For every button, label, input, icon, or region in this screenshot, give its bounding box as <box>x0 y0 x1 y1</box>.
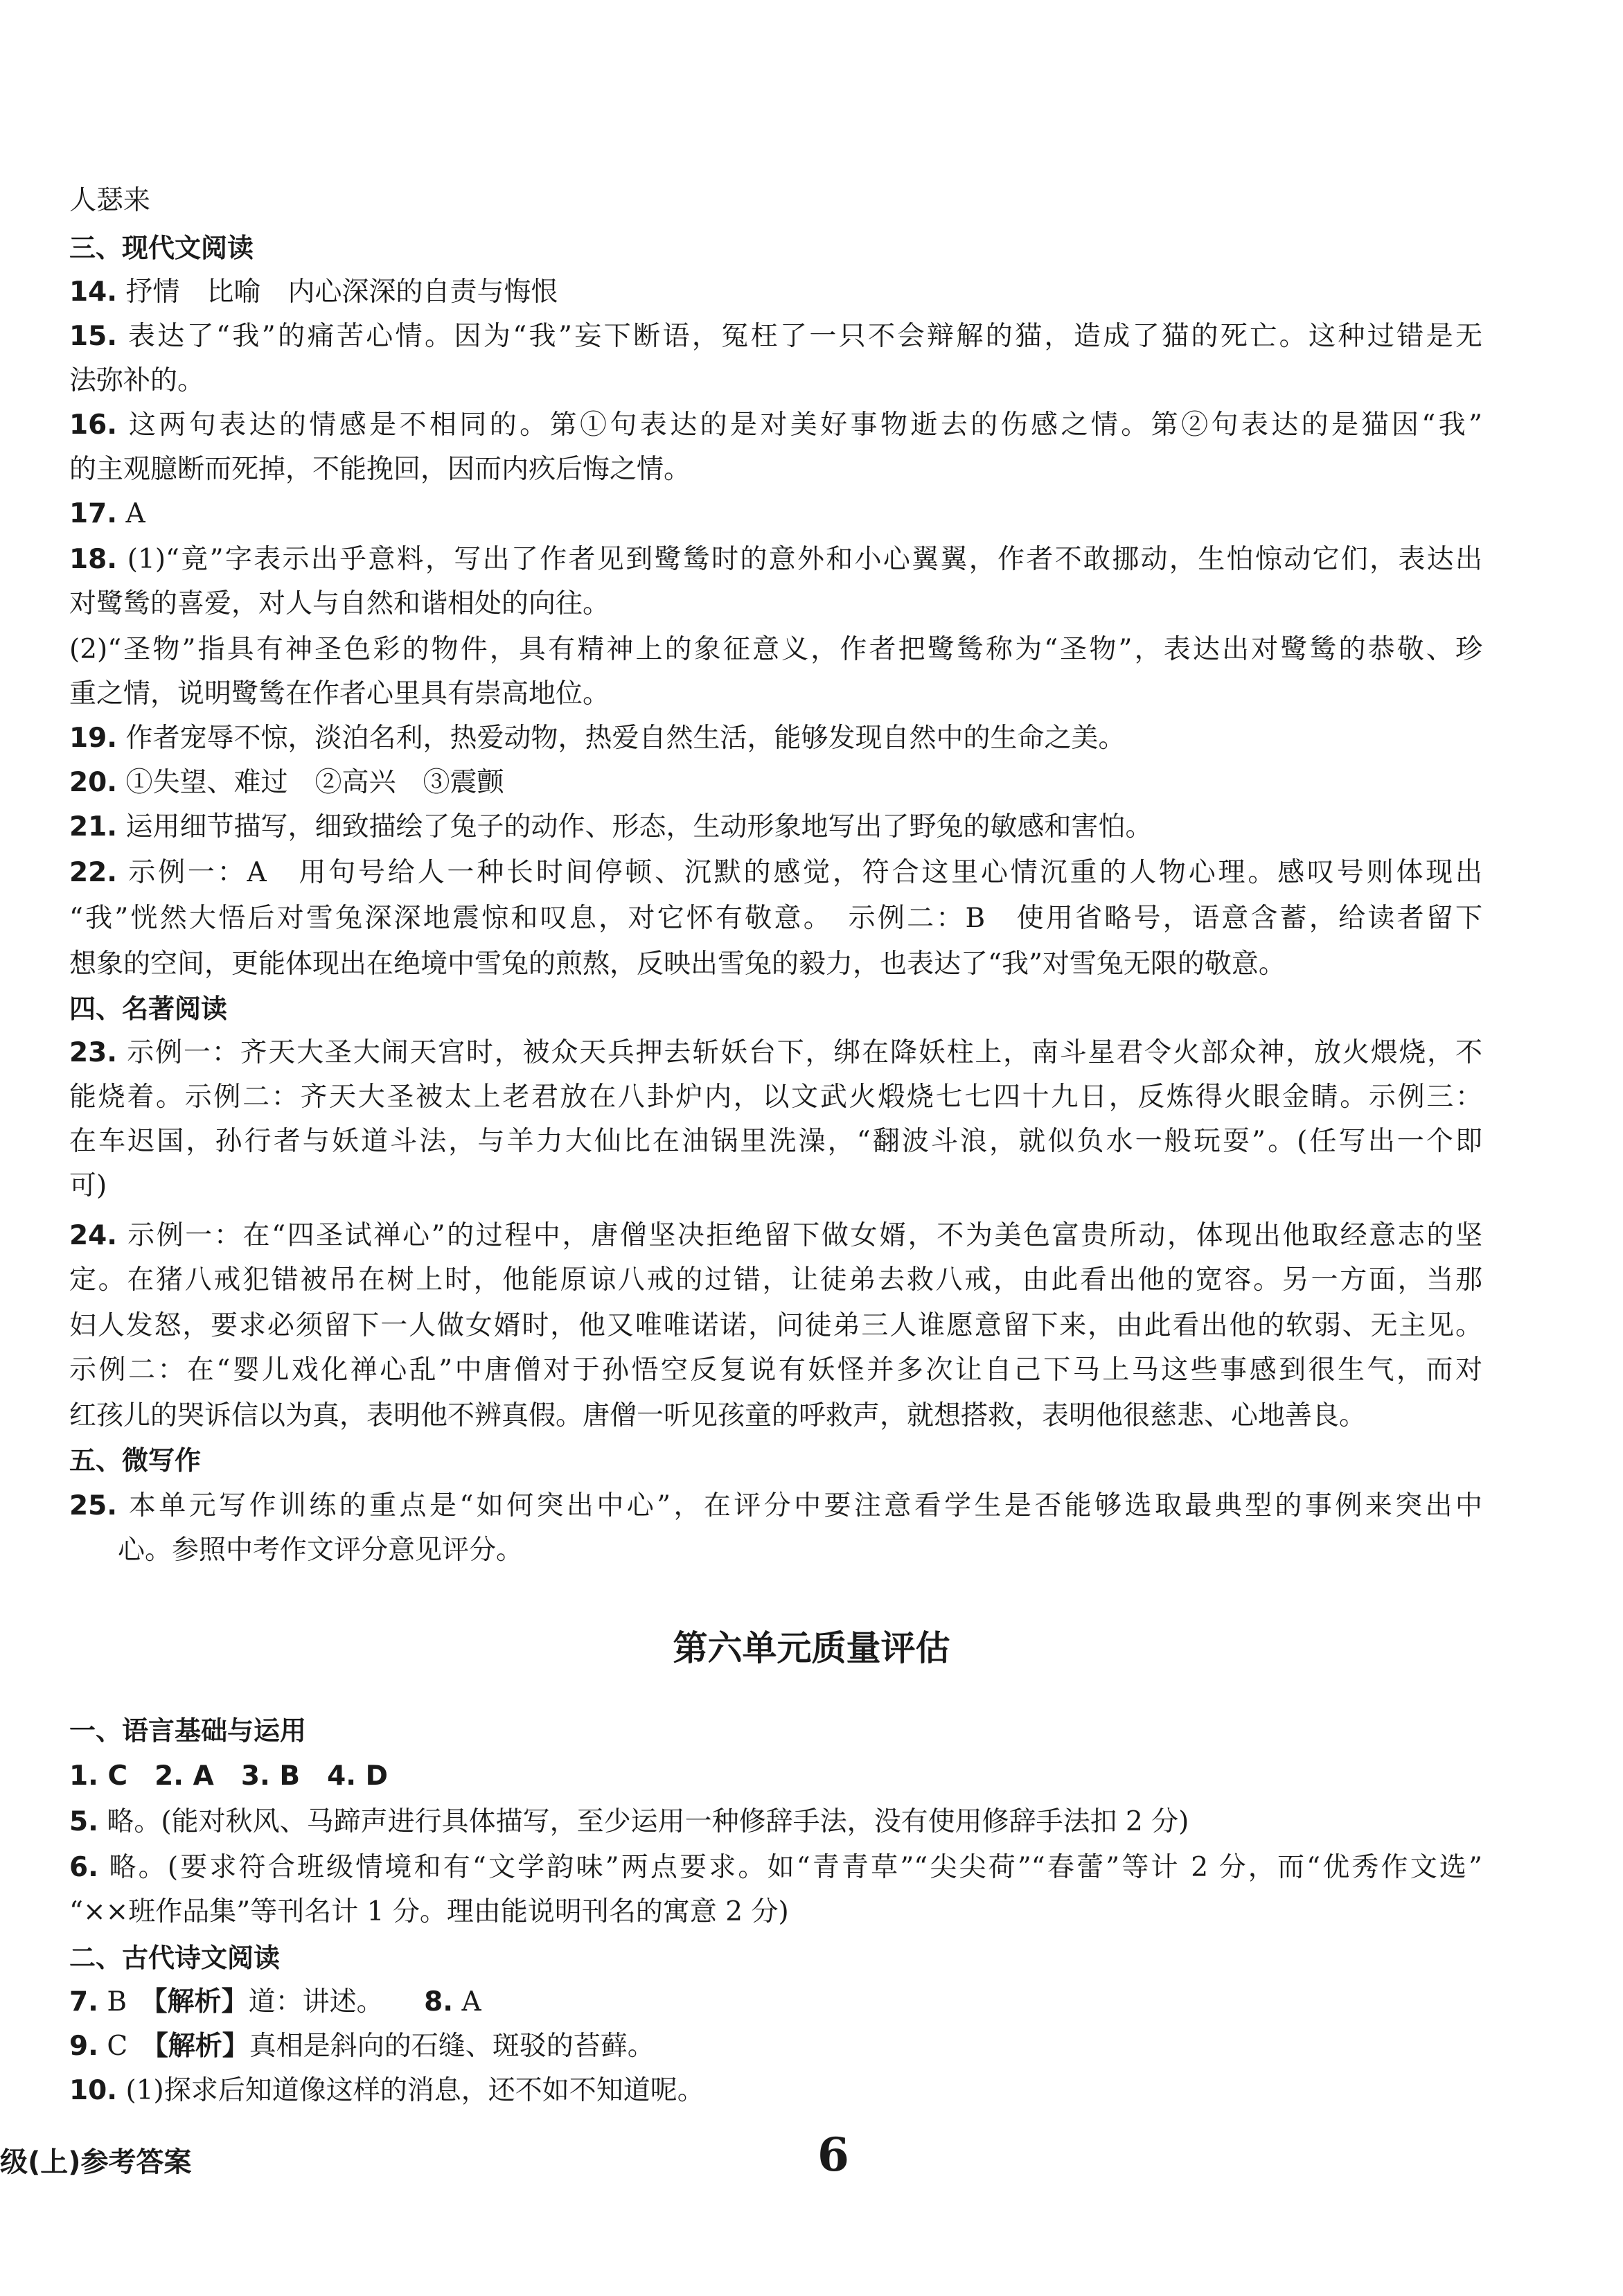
answer-15-cont: 法弥补的。 <box>69 365 205 396</box>
answer-text: 作者宠辱不惊，淡泊名利，热爱动物，热爱自然生活，能够发现自然中的生命之美。 <box>125 723 1126 754</box>
analysis-text: 道：讲述。 <box>248 1986 371 2017</box>
answer-text: A <box>125 498 145 529</box>
answer-23-cont3: 可) <box>69 1170 107 1201</box>
answer-number: 23. <box>69 1037 118 1068</box>
answer-24-cont1: 定。在猪八戒犯错被吊在树上时，他能原谅八戒的过错，让徒弟去救八戒，由此看出他的宽容。另一方面，当那 <box>69 1264 1482 1296</box>
answer-number: 5. <box>69 1806 98 1837</box>
answer-number: 7. <box>69 1986 98 2017</box>
answer-choice: C <box>107 2031 128 2062</box>
top-fragment: 人瑟来 <box>69 185 151 216</box>
answer-number: 17. <box>69 498 118 529</box>
answer-u6-5 <box>69 1803 1482 1842</box>
answer-18-cont: 对鹭鸶的喜爱，对人与自然和谐相处的向往。 <box>69 588 610 619</box>
answer-17 <box>69 495 1482 533</box>
answer-u6-7-8 <box>69 1983 1482 2022</box>
answer-16 <box>69 406 1482 445</box>
answer-19 <box>69 719 1482 758</box>
answer-number: 9. <box>69 2031 98 2062</box>
answer-number: 25. <box>69 1490 118 1521</box>
answer-text: 本单元写作训练的重点是“如何突出中心”，在评分中要注意看学生是否能够选取最典型的事例来突出中 <box>128 1490 1482 1521</box>
answer-22-cont1: “我”恍然大悟后对雪兔深深地震惊和叹息，对它怀有敬意。 示例二：B 使用省略号，语意含蓄，给读者留下 <box>69 903 1482 934</box>
answer-20 <box>69 763 1482 802</box>
answer-25-cont: 心。参照中考作文评分意见评分。 <box>118 1535 524 1566</box>
answer-choice: B <box>107 1986 127 2017</box>
answer-16-cont: 的主观臆断而死掉，不能挽回，因而内疚后悔之情。 <box>69 454 691 485</box>
answer-24-cont3: 示例二：在“婴儿戏化禅心乱”中唐僧对于孙悟空反复说有妖怪并多次让自己下马上马这些事感到很生气，而对 <box>69 1354 1482 1386</box>
answer-number: 24. <box>69 1220 118 1251</box>
answer-text: 抒情 比喻 内心深深的自责与悔恨 <box>125 276 558 308</box>
answer-22 <box>69 854 1482 892</box>
answer-number: 21. <box>69 811 118 842</box>
answer-23-cont1: 能烧着。示例二：齐天大圣被太上老君放在八卦炉内，以文武火煅烧七七四十九日，反炼得火眼金睛。示例三： <box>69 1081 1482 1113</box>
answer-text: 示例一：在“四圣试禅心”的过程中，唐僧坚决拒绝留下做女婿，不为美色富贵所动，体现出他取经意志的坚 <box>127 1220 1482 1251</box>
answer-number: 16. <box>69 409 118 441</box>
answer-number: 22. <box>69 857 118 888</box>
analysis-text: 真相是斜向的石缝、斑驳的苔藓。 <box>249 2031 655 2062</box>
answer-text: 示例一：齐天大圣大闹天宫时，被众天兵押去斩妖台下，绑在降妖柱上，南斗星君令火部众神，放火煨烧，不 <box>127 1037 1482 1068</box>
answer-text: ①失望、难过 ②高兴 ③震颤 <box>125 767 504 798</box>
answer-21 <box>69 808 1482 847</box>
answer-text: 略。(能对秋风、马蹄声进行具体描写，至少运用一种修辞手法，没有使用修辞手法扣 2 分) <box>107 1806 1189 1837</box>
section-modern-reading: 三、现代文阅读 <box>69 233 254 263</box>
answer-number: 14. <box>69 276 118 308</box>
answer-choice: A <box>461 1986 481 2017</box>
answer-u6-6-cont: “××班作品集”等刊名计 1 分。理由能说明刊名的寓意 2 分) <box>69 1896 789 1927</box>
answer-23 <box>69 1034 1482 1072</box>
answer-text: 这两句表达的情感是不相同的。第①句表达的是对美好事物逝去的伤感之情。第②句表达的是猫因“我” <box>128 409 1482 441</box>
answer-14 <box>69 273 1482 312</box>
answer-18 <box>69 540 1482 579</box>
section-ancient-poetry: 二、古代诗文阅读 <box>69 1943 281 1973</box>
answer-text: 运用细节描写，细致描绘了兔子的动作、形态，生动形象地写出了野兔的敏感和害怕。 <box>125 811 1153 842</box>
answer-18-part2: (2)“圣物”指具有神圣色彩的物件，具有精神上的象征意义，作者把鹭鸶称为“圣物”，表达出对鹭鸶的恭敬、珍 <box>69 634 1482 665</box>
answer-text: 表达了“我”的痛苦心情。因为“我”妄下断语，冤枉了一只不会辩解的猫，造成了猫的死亡。这种过错是无 <box>127 321 1482 352</box>
answer-u6-6 <box>69 1848 1482 1887</box>
answers-1-4: 1. C 2. A 3. B 4. D <box>69 1760 389 1792</box>
answer-25 <box>69 1487 1482 1526</box>
section-micro-writing: 五、微写作 <box>69 1445 202 1476</box>
section-language-basics: 一、语言基础与运用 <box>69 1715 307 1746</box>
answer-text: 示例一：A 用句号给人一种长时间停顿、沉默的感觉，符合这里心情沉重的人物心理。感叹号则体现出 <box>128 857 1482 888</box>
answer-u6-9 <box>69 2027 1482 2066</box>
answer-18-part2-cont: 重之情，说明鹭鸶在作者心里具有崇高地位。 <box>69 678 610 709</box>
unit-title: 第六单元质量评估 <box>673 1628 950 1668</box>
answer-number: 15. <box>69 321 118 352</box>
section-classics-reading: 四、名著阅读 <box>69 994 228 1024</box>
answer-u6-10 <box>69 2072 1482 2110</box>
answer-15 <box>69 317 1482 356</box>
answer-number: 10. <box>69 2075 118 2106</box>
page-number: 6 <box>817 2128 849 2182</box>
answer-number: 19. <box>69 723 118 754</box>
answer-24-cont2: 妇人发怒，要求必须留下一人做女婿时，他又唯唯诺诺，问徒弟三人谁愿意留下来，由此看出他的软弱、无主见。 <box>69 1310 1482 1341</box>
answer-number: 18. <box>69 544 118 575</box>
answer-text: 略。(要求符合班级情境和有“文学韵味”两点要求。如“青青草”“尖尖荷”“春蕾”等计 2 分，而“优秀作文选” <box>109 1852 1482 1883</box>
analysis-tag: 【解析】 <box>154 2031 249 2062</box>
answer-24 <box>69 1217 1482 1255</box>
answer-number: 20. <box>69 767 118 798</box>
analysis-tag: 【解析】 <box>154 1986 249 2017</box>
answer-number: 8. <box>424 1986 454 2017</box>
answer-24-cont4: 红孩儿的哭诉信以为真，表明他不辨真假。唐僧一听见孩童的呼救声，就想搭救，表明他很慈悲、心地善良。 <box>69 1400 1367 1431</box>
footer-label: 级(上)参考答案 <box>0 2146 192 2178</box>
answer-23-cont2: 在车迟国，孙行者与妖道斗法，与羊力大仙比在油锅里洗澡，“翻波斗浪，就似负水一般玩耍”。(任写出一个即 <box>69 1126 1482 1157</box>
answer-number: 6. <box>69 1852 98 1883</box>
answer-text: (1)探求后知道像这样的消息，还不如不知道呢。 <box>125 2075 704 2106</box>
answer-text: (1)“竟”字表示出乎意料，写出了作者见到鹭鸶时的意外和小心翼翼，作者不敢挪动，生怕惊动它们，表达出 <box>127 544 1482 575</box>
answer-22-cont2: 想象的空间，更能体现出在绝境中雪兔的煎熬，反映出雪兔的毅力，也表达了“我”对雪兔无限的敬意。 <box>69 948 1286 980</box>
